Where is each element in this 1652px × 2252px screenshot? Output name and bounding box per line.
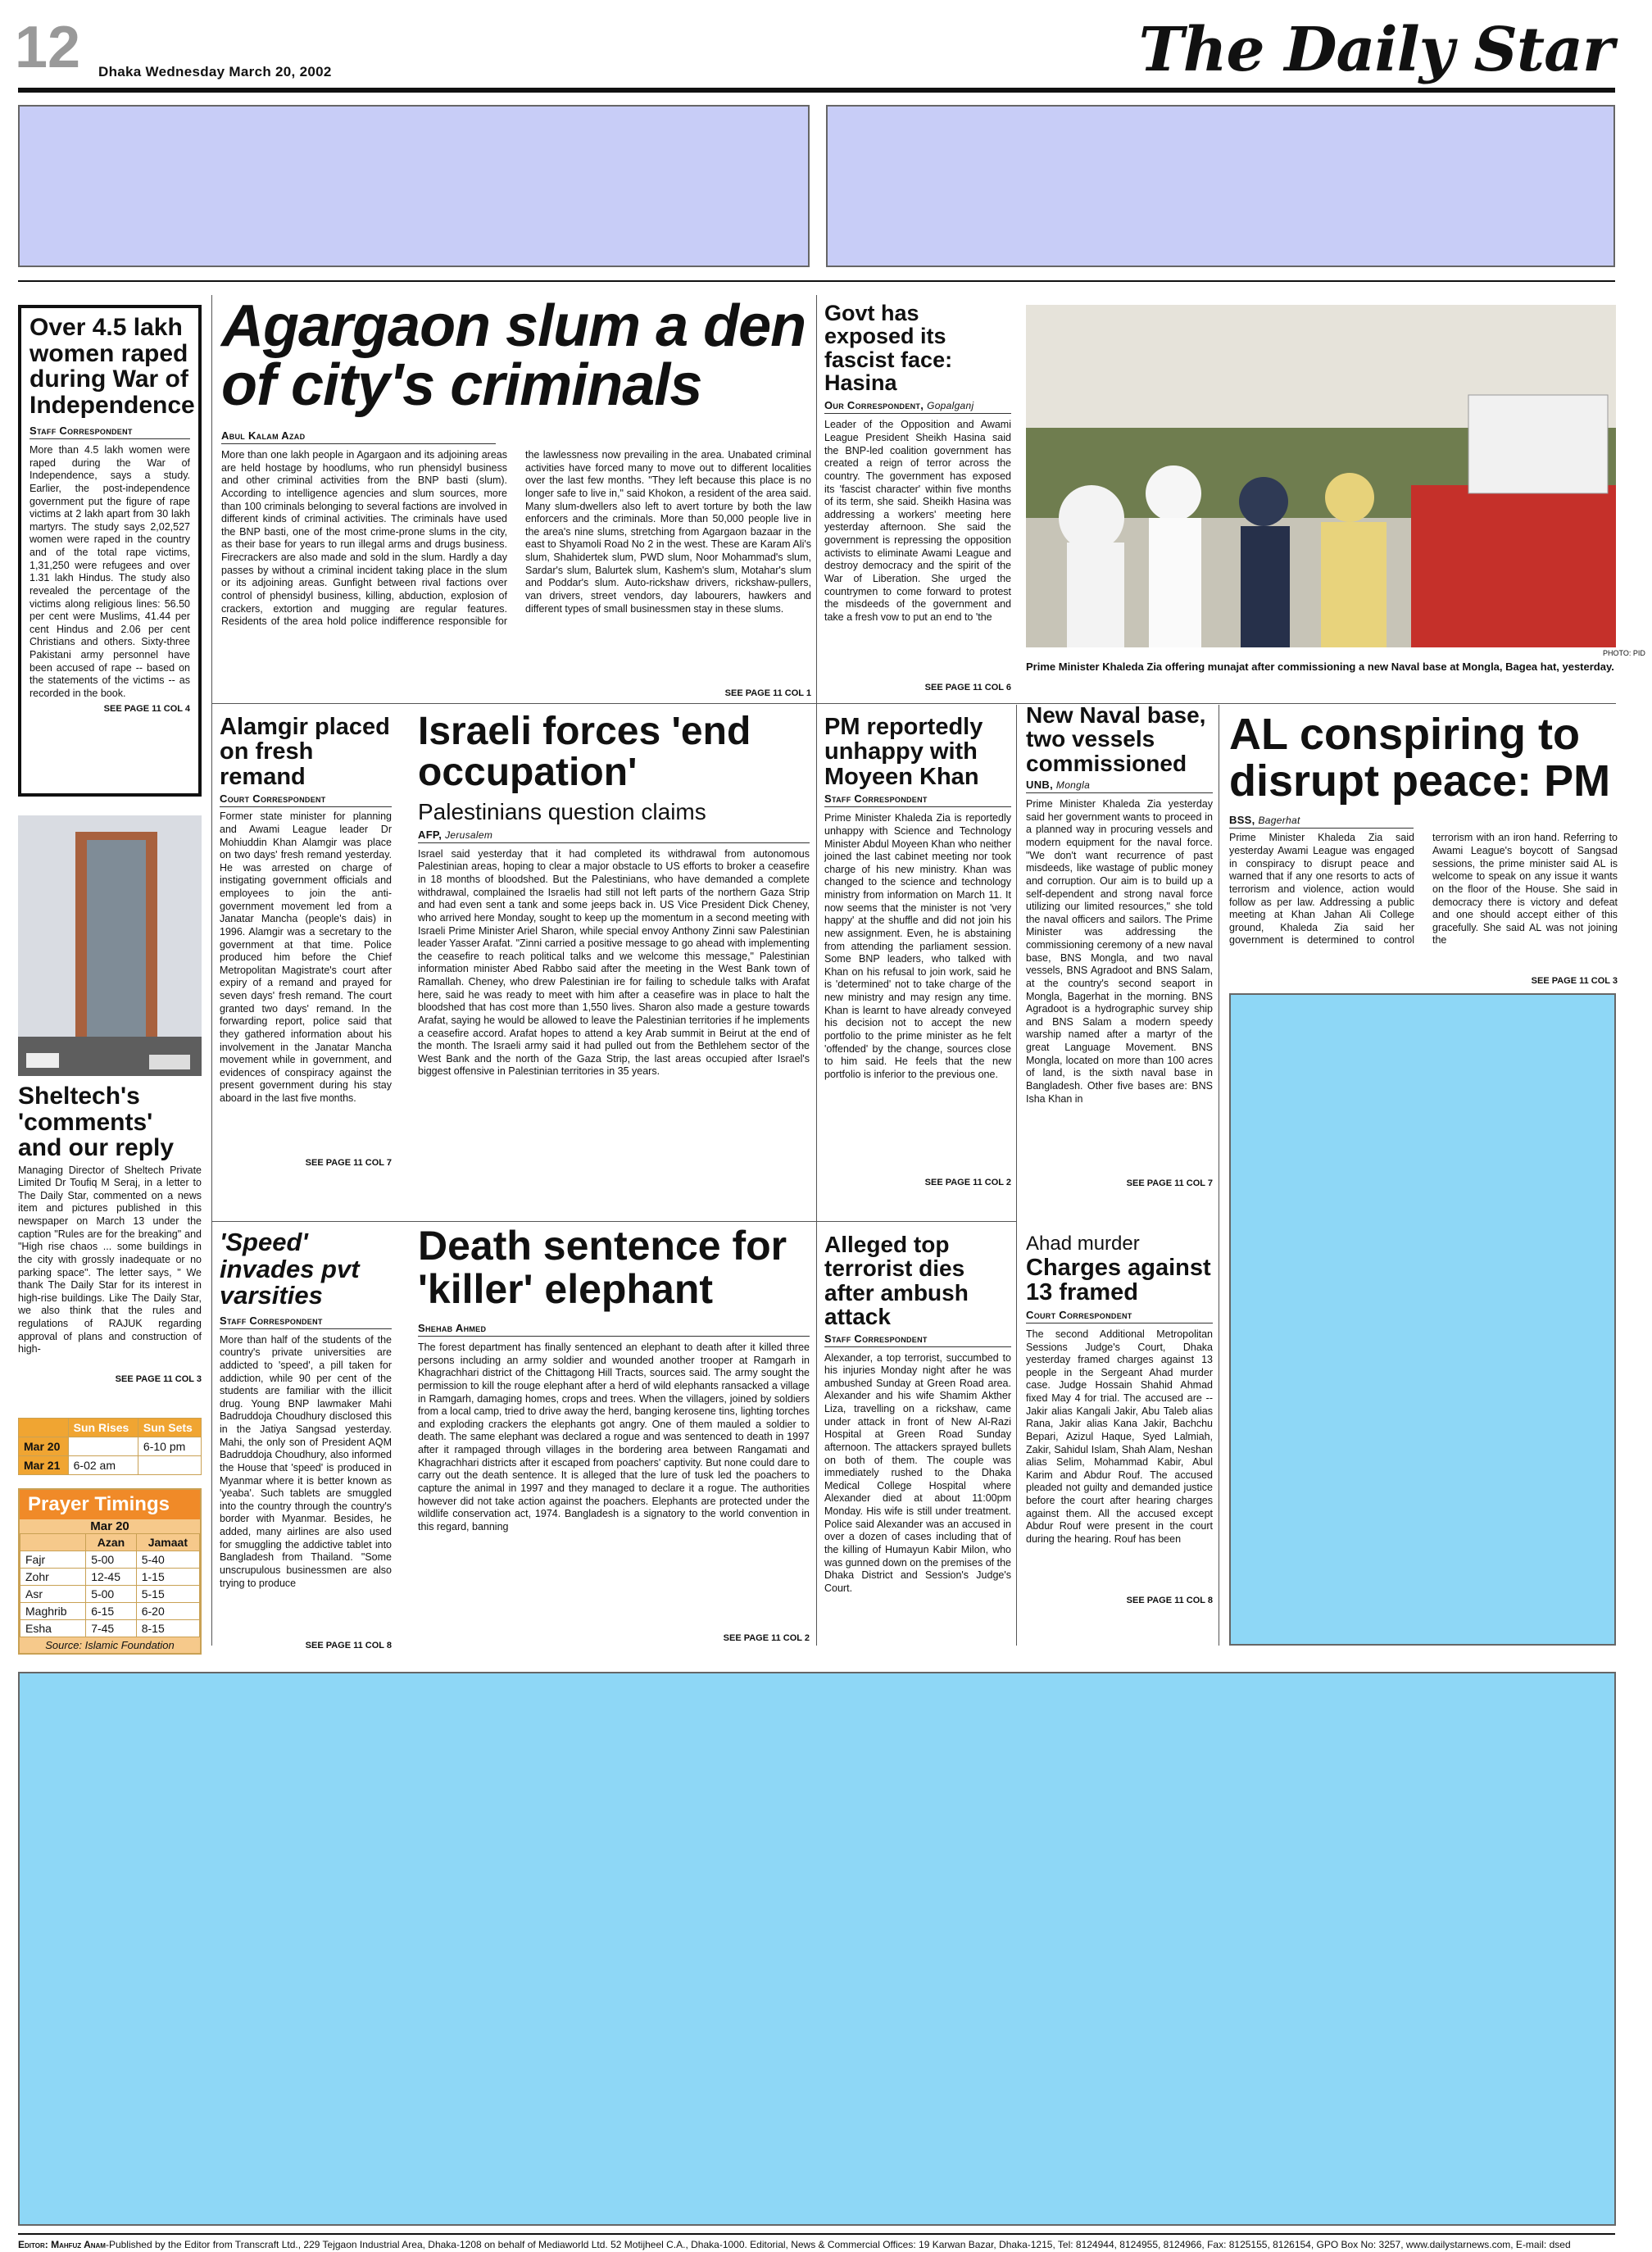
story-al-byline: BSS, <box>1229 814 1255 827</box>
story-elephant-see: SEE PAGE 11 COL 2 <box>723 1633 810 1643</box>
story-sheltech-body: Managing Director of Sheltech Private Limited Dr Toufiq M Seraj, in a letter to The Daily Star, commented on a news item and pictures published in this newspaper on March 13 under the caption "Rules are for the breaking" and "High rise chaos ... some buildings in the city with grossly inadequate or no parking space". The letter says, " We thank The Daily Star for its interest in high-rise buildings. Like The Daily Star, we also think that the rules and regulations of RAJUK regarding approval of plans and construction of high- <box>18 1164 202 1355</box>
prayer-cell: 6-15 <box>86 1603 137 1620</box>
story-women-byline: Staff Correspondent <box>30 425 190 439</box>
sun-times-table <box>18 1418 202 1475</box>
story-ahad-body: The second Additional Metropolitan Sessions Judge's Court, Dhaka yesterday framed charges against 13 people in the Sergeant Ahad murder case. Judge Hossain Shahid Ahmad fixed May 4 for trial. The accused are -- Jakir alias Kangali Jakir, Abu Taleb alias Rana, Jakir alias Kana Jakir, Bachchu Bepari, Azizul Haque, Syed Lalmiah, Zakir, Sahidul Islam, Shah Alam, Neshan alias Selim, Mohammad Kabir, Abul Karim and Abdur Rouf. The accused pleaded not guilty and demanded justice before the court after hearing charges against them. All the accused except Abdur Rouf were present in the court during the hearing. Rouf has been <box>1026 1328 1213 1545</box>
story-elephant <box>418 1224 810 1643</box>
story-naval-dateline: Mongla <box>1055 779 1091 792</box>
story-hasina-body: Leader of the Opposition and Awami League President Sheikh Hasina said the BNP-led coalition government has created a reign of terror across the country. The government has exposed its 'fascist character' within five months of its term, she said. Sheikh Hasina was addressing a workers' meeting here yesterday afternoon. She said the government is repressing the opposition activists to eliminate Awami League and destroy democracy and the spirit of the War of Liberation. She urged the countrymen to come forward to protest the misdeeds of the government and take a fresh vow to put an end to 'the <box>824 419 1011 623</box>
ad-slot-top-right <box>826 105 1615 267</box>
story-pm-moyeen <box>824 715 1011 1187</box>
story-al-see: SEE PAGE 11 COL 3 <box>1531 976 1618 987</box>
story-terrorist-headline: Alleged top terrorist dies after ambush attack <box>824 1232 969 1330</box>
story-naval-see: SEE PAGE 11 COL 7 <box>1126 1178 1213 1189</box>
column-rule <box>1016 705 1017 1646</box>
ad-slot-top-left <box>18 105 810 267</box>
prayer-title: Prayer Timings <box>20 1490 200 1519</box>
story-naval-byline: UNB, <box>1026 779 1053 792</box>
sheltech-photo <box>18 815 202 1076</box>
story-agargaon-headline: Agargaon slum a den of city's criminals <box>221 293 806 418</box>
prayer-header: Jamaat <box>136 1534 199 1551</box>
sun-header <box>19 1419 69 1437</box>
story-pm-moyeen-byline: Staff Correspondent <box>824 792 1011 807</box>
story-terrorist-byline: Staff Correspondent <box>824 1333 1011 1347</box>
column-rule <box>816 295 817 1646</box>
story-al-body: Prime Minister Khaleda Zia said yesterday Awami League was engaged in conspiracy to disrupt peace and warned that if any one resorts to acts of terrorism and violence, action would follow as per law. Addressing a public meeting at Khan Jahan Ali College ground, Khaleda Zia said her government is determined to control terrorism with an iron hand. Referring to Awami League's boycott of Sangsad sessions, the prime minister said AL is welcome to speak on any issue it wants on the floor of the House. She said in democracy there is victory and defeat and one should accept either of this gracefully. She said AL was not joining the <box>1229 832 1618 947</box>
story-agargaon-see: SEE PAGE 11 COL 1 <box>724 688 811 698</box>
story-speed-body: More than half of the students of the country's private universities are addicted to 'speed', a pill taken for addiction, while 90 per cent of the students are familiar with the illicit drug. Young BNP lawmaker Mahi Badruddoja Choudhury disclosed this in the Jatiya Sangsad yesterday. Mahi, the only son of President AQM Badruddoja Choudhury, also informed the House that 'speed' is produced in Myanmar where it is better known as 'yeaba'. Such tablets are smuggled into the country through the country's border with Myanmar. Besides, he added, many airlines are also used for smuggling the addictive tablet into Bangladesh from Thailand. "Some unscrupulous businessmen are also trying to produce <box>220 1333 392 1589</box>
section-rule <box>211 1221 1016 1222</box>
prayer-table <box>20 1533 200 1637</box>
story-israel-headline: Israeli forces 'end occupation' <box>418 710 751 795</box>
sun-header: Sun Sets <box>138 1419 201 1437</box>
story-women-box <box>18 305 202 797</box>
story-sheltech-see: SEE PAGE 11 COL 3 <box>115 1373 202 1384</box>
story-israel <box>418 711 810 1151</box>
footer-text: -Published by the Editor from Transcraft Ltd., 229 Tejgaon Industrial Area, Dhaka-1208 on behalf of Mediaworld Ltd. 52 Motijheel C.A., Dhaka-1000. Editorial, News & Commercial Offices: 19 Karwan Bazar, Dhaka-1215, Tel: 8124944, 8124955, 8124966, Fax: 8125155, 8126154, GPO Box No: 3257, www.dailystarnews.com, E-mail: dsed <box>105 2239 1571 2250</box>
header-rule <box>18 88 1615 93</box>
story-al <box>1229 711 1618 986</box>
prayer-cell: 5-40 <box>136 1551 199 1569</box>
story-hasina-dateline: Gopalganj <box>927 400 974 412</box>
prayer-cell: Maghrib <box>20 1603 86 1620</box>
sun-cell <box>138 1456 201 1475</box>
prayer-cell: 1-15 <box>136 1569 199 1586</box>
prayer-header: Azan <box>86 1534 137 1551</box>
sun-cell: Mar 21 <box>19 1456 69 1475</box>
story-hasina-headline: Govt has exposed its fascist face: Hasina <box>824 301 953 396</box>
story-terrorist-body: Alexander, a top terrorist, succumbed to his injuries Monday night after he was ambushed Sunday at Green Road area. Alexander and his wife Shamim Akther Liza, travelling on a rickshaw, came under attack in front of New Al-Razi Hospital at Green Road Sunday afternoon. The attackers sprayed bullets on both of them. The couple was immediately rushed to the Dhaka Medical College Hospital where Alexander died at about 11:00pm Monday. His wife is still under treatment. Police said Alexander was an accused in over a dozen of cases including that of the killing of Humayun Kabir Milon, who was gunned down on the premises of the Dhaka District and Session's Judge's Court. <box>824 1351 1011 1594</box>
ad-slot-right <box>1229 993 1616 1646</box>
story-sheltech-headline: Sheltech's 'comments' and our reply <box>18 1083 175 1161</box>
prayer-source: Source: Islamic Foundation <box>20 1637 200 1653</box>
story-women-headline: Over 4.5 lakh women raped during War of Independence <box>30 314 195 419</box>
prayer-cell: 5-00 <box>86 1586 137 1603</box>
footer <box>18 2239 1571 2250</box>
story-speed-see: SEE PAGE 11 COL 8 <box>305 1640 392 1650</box>
story-alamgir-see: SEE PAGE 11 COL 7 <box>305 1158 392 1169</box>
story-speed <box>220 1229 392 1650</box>
story-naval-headline: New Naval base, two vessels commissioned <box>1026 702 1206 776</box>
news-photo <box>1026 305 1616 647</box>
section-rule <box>211 703 1616 704</box>
page-number: 12 <box>15 15 81 80</box>
photo-illustration <box>1026 305 1616 647</box>
story-hasina <box>824 302 1011 692</box>
masthead: The Daily Star <box>1138 15 1613 85</box>
prayer-cell: 5-15 <box>136 1586 199 1603</box>
story-hasina-byline: Our Correspondent, <box>824 399 924 412</box>
sun-times-panel <box>18 1418 202 1475</box>
story-elephant-byline: Shehab Ahmed <box>418 1322 810 1337</box>
prayer-header <box>20 1534 86 1551</box>
story-al-dateline: Bagerhat <box>1258 815 1300 827</box>
dateline: Dhaka Wednesday March 20, 2002 <box>98 64 332 79</box>
footer-editor: Editor: Mahfuz Anam <box>18 2239 106 2250</box>
prayer-cell: Asr <box>20 1586 86 1603</box>
footer-rule <box>18 2233 1615 2235</box>
story-elephant-headline: Death sentence for 'killer' elephant <box>418 1223 787 1312</box>
story-ahad-headline: Charges against 13 framed <box>1026 1255 1211 1306</box>
story-israel-subhead: Palestinians question claims <box>418 798 706 824</box>
prayer-cell: Esha <box>20 1620 86 1637</box>
story-alamgir-headline: Alamgir placed on fresh remand <box>220 714 390 790</box>
prayer-cell: 5-00 <box>86 1551 137 1569</box>
story-alamgir <box>220 715 392 1168</box>
prayer-cell: 7-45 <box>86 1620 137 1637</box>
prayer-cell: 8-15 <box>136 1620 199 1637</box>
story-elephant-body: The forest department has finally sentenced an elephant to death after it killed three persons including an army soldier and wounded another trooper at Ramgarh in Khagrachhari district of the Chittagong Hill Tracts, sources said. The army sought the permission to kill the rouge elephant after a herd of wild elephants ransacked a village in Ramgarh, damaging homes, crops and trees. When the villagers, joined by soldiers from a local camp, tried to drive away the herd, banging kerosene tins, lighting torches and exploding crackers the elephants got angry. One of them mauled a soldier to death. The same elephant was declared a rogue and was sentenced to death in 1997 after it rampaged through villages in the bordering area between Rangamati and Khagrachhari districts after it escaped from poachers' captivity. But none could dare to carry out the death sentence. It is alleged that the lure of tusk led the poachers to capture the animal in 1997 and they managed to declare it a rogue. The authorities however did not take action against the poachers. Elephants are protected under the wildlife conservation act, 1974. Bangladesh is a signatory to the world convention in this regard, banning <box>418 1342 810 1532</box>
story-israel-byline: AFP, <box>418 828 442 841</box>
story-pm-moyeen-headline: PM reportedly unhappy with Moyeen Khan <box>824 714 983 790</box>
column-rule <box>211 295 212 1646</box>
story-ahad-byline: Court Correspondent <box>1026 1309 1213 1324</box>
sun-cell <box>68 1437 138 1456</box>
story-alamgir-byline: Court Correspondent <box>220 792 392 807</box>
story-hasina-see: SEE PAGE 11 COL 6 <box>924 683 1011 693</box>
story-speed-byline: Staff Correspondent <box>220 1314 392 1329</box>
sun-cell: 6-10 pm <box>138 1437 201 1456</box>
photo-credit: PHOTO: PID <box>1603 649 1645 657</box>
prayer-date: Mar 20 <box>20 1519 200 1533</box>
story-pm-moyeen-body: Prime Minister Khaleda Zia is reportedly unhappy with Science and Technology Minister Abdul Moyeen Khan who neither joined the last cabinet meeting nor took charge of his new ministry. Khan was changed to the science and technology ministry from information on March 11. It now seems that the minister is not 'very happy' at the shuffle and did not join his new assignment. Even, he is abstaining from attending the parliament session. Some BNP leaders, who talked with Khan on his refusal to join work, said he is 'determined' not to take charge of the new ministry and may resign any time. Khan is learnt to have already conveyed his decision not to accept the new portfolio to the prime minister as he felt 'offended' by the change, sources close to him said. He feels that the new portfolio is inferior to the previous one. <box>824 812 1011 1080</box>
story-al-headline: AL conspiring to disrupt peace: PM <box>1229 710 1611 806</box>
building-illustration <box>18 815 202 1076</box>
story-ahad-kicker: Ahad murder <box>1026 1233 1140 1255</box>
story-naval-body: Prime Minister Khaleda Zia yesterday said her government wants to proceed in a planned way in procuring vessels and modern equipment for the naval force. "We don't want recurrence of past misdeeds, like wastage of public money and corruption. Our aim is to build up a self-dependent and strong naval force utilizing our limited resources," she told the naval officers and sailors. The Prime Minister was addressing the commissioning ceremony of a new naval base, BNS Mongla, and two naval vessels, BNS Agradoot and BNS Salam, at the country's second seaport in Mongla, Bagerhat in the morning. BNS Agradoot is a hydrographic survey ship and BNS Salam a modern speedy warship named after a martyr of the great Language Movement. BNS Mongla, located on more than 100 acres of land, is the sixth naval base in Bangladesh. Other five bases are: BNS Isha Khan in <box>1026 798 1213 1105</box>
story-ahad <box>1026 1233 1213 1605</box>
story-agargaon-byline: Abul Kalam Azad <box>221 429 496 444</box>
story-naval <box>1026 703 1213 1188</box>
story-agargaon <box>221 293 811 698</box>
photo-caption: Prime Minister Khaleda Zia offering munajat after commissioning a new Naval base at Mongla, Bagea hat, yesterday. <box>1026 661 1614 673</box>
story-agargaon-body: More than one lakh people in Agargaon and its adjoining areas are held hostage by hoodlums, who run phensidyl business and other criminal activities from the BNP basti (slum). According to intelligence agencies and slum sources, more than 100 criminals belonging to several factions are involved in different kinds of criminal activities. The criminals have used the BNP basti, one of the most crime-prone slums in the city, as their base for years to run illegal arms and drugs business. Firecrackers are also made and sold in the slum. Hardly a day passes by without a criminal incident taking place in the slum or its adjoining areas. Gunfight between rival factions over control of phensidyl business, killing, abduction, explosion of crackers, extortion and mugging are regular features. Residents of the area hold police indifference responsible for the lawlessness now prevailing in the area. Unabated criminal activities have forced many to move out to different localities over the last few months. "They left because this place is no longer safe to live in," said Khokon, a resident of the area said. Many slum-dwellers also left to avert torture by both the law enforcers and the criminals. More than 50,000 people live in the area's nine slums, stretching from Agargaon bazaar in the east to Shyamoli Road No 2 in the west. These are Karam Ali's slum, Shahidertek slum, PWD slum, Noor Mohammad's slum, Sardar's slum, Balurtek slum, Kashem's slum, Motahar's slum and Poddar's slum. Auto-rickshaw drivers, rickshaw-pullers, van drivers, street vendors, day labourers, hawkers and different types of small businessmen stay in these slums. <box>221 449 811 628</box>
prayer-cell: Fajr <box>20 1551 86 1569</box>
story-women-see: SEE PAGE 11 COL 4 <box>103 703 190 714</box>
story-pm-moyeen-see: SEE PAGE 11 COL 2 <box>924 1178 1011 1188</box>
ad-slot-bottom <box>18 1672 1616 2226</box>
story-sheltech <box>18 1083 202 1384</box>
story-israel-body: Israel said yesterday that it had completed its withdrawal from autonomous Palestinian areas, hoping to clear a major obstacle to US efforts to broker a ceasefire in 18 months of bloodshed. But the Palestinians, who have demanded a complete withdrawal, complained the Israelis had still not left parts of the northern Gaza Strip and had even sent a tank and some jeeps back in. US Vice President Dick Cheney, who arrived here Monday, sought to keep up the momentum in a second meeting with Israeli Prime Minister Ariel Sharon, while special envoy Anthony Zinni saw Palestinian leader Yasser Arafat. "Zinni carried a positive message to go ahead with implementing the ceasefire to reach political talks and we welcome this message," Palestinian information minister Abed Rabbo said after the meeting in the West Bank town of Ramallah. Cheney, who drew Palestinian ire for failing to schedule talks with Arafat here, said he was ready to meet with him after a ceasefire was in place to halt the bloodshed that has cost more than 1,550 lives. Sharon also made a gesture towards Arafat, saying he would be allowed to leave the Palestinian territories if he implements a ceasefire accord. Arafat hopes to attend a key Arab summit in Beirut at the end of the month. The Israeli army said it had pulled out from the Bethlehem sector of the West Bank and the north of the Gaza Strip, the last areas occupied after Israel's biggest offensive in Palestinian territories in 35 years. <box>418 847 810 1078</box>
story-alamgir-body: Former state minister for planning and Awami League leader Dr Mohiuddin Khan Alamgir was place on two days' fresh remand yesterday. He was arrested on charge of instigating government officials and employees to join the anti-government movement led from a Janatar Mancha (people's dais) in 1996. Alamgir was a secretary to the government at that time. Police produced him before the Chief Metropolitan Magistrate's court after expiry of a remand and prayed for seven days' fresh remand. The court granted two days' remand. In the forwarding report, police said that they gathered information about his involvement in the Janatar Mancha movement while in government, and evidences of conspiracy against the present government during his stay aboard in the last five months. <box>220 810 392 1105</box>
prayer-cell: 12-45 <box>86 1569 137 1586</box>
prayer-cell: 6-20 <box>136 1603 199 1620</box>
story-women-body: More than 4.5 lakh women were raped during the War of Independence, says a study. Earlier, the post-independence government put the figure of rape victims at 2 lakh apart from 30 lakh martyrs. The study says 2,02,527 women were raped in the country and of the total rape victims, 1,31,250 were refugees and over 1.31 lakh Hindus. The study also revealed the percentage of the victims along religious lines: 56.50 per cent were Muslims, 41.44 per cent Hindus and 2.06 per cent Christians and others. Sixty-three Pakistani army personnel have been accused of rape -- based on the statements of the victims -- as recorded in the book. <box>30 444 190 699</box>
prayer-cell: Zohr <box>20 1569 86 1586</box>
story-terrorist <box>824 1233 1011 1649</box>
prayer-timings-panel <box>18 1488 202 1655</box>
story-ahad-see: SEE PAGE 11 COL 8 <box>1126 1595 1213 1605</box>
story-israel-dateline: Jerusalem <box>445 829 493 841</box>
sun-cell: 6-02 am <box>68 1456 138 1475</box>
story-speed-headline: 'Speed' invades pvt varsities <box>220 1228 360 1310</box>
sun-header: Sun Rises <box>68 1419 138 1437</box>
section-rule <box>18 280 1615 282</box>
sun-cell: Mar 20 <box>19 1437 69 1456</box>
